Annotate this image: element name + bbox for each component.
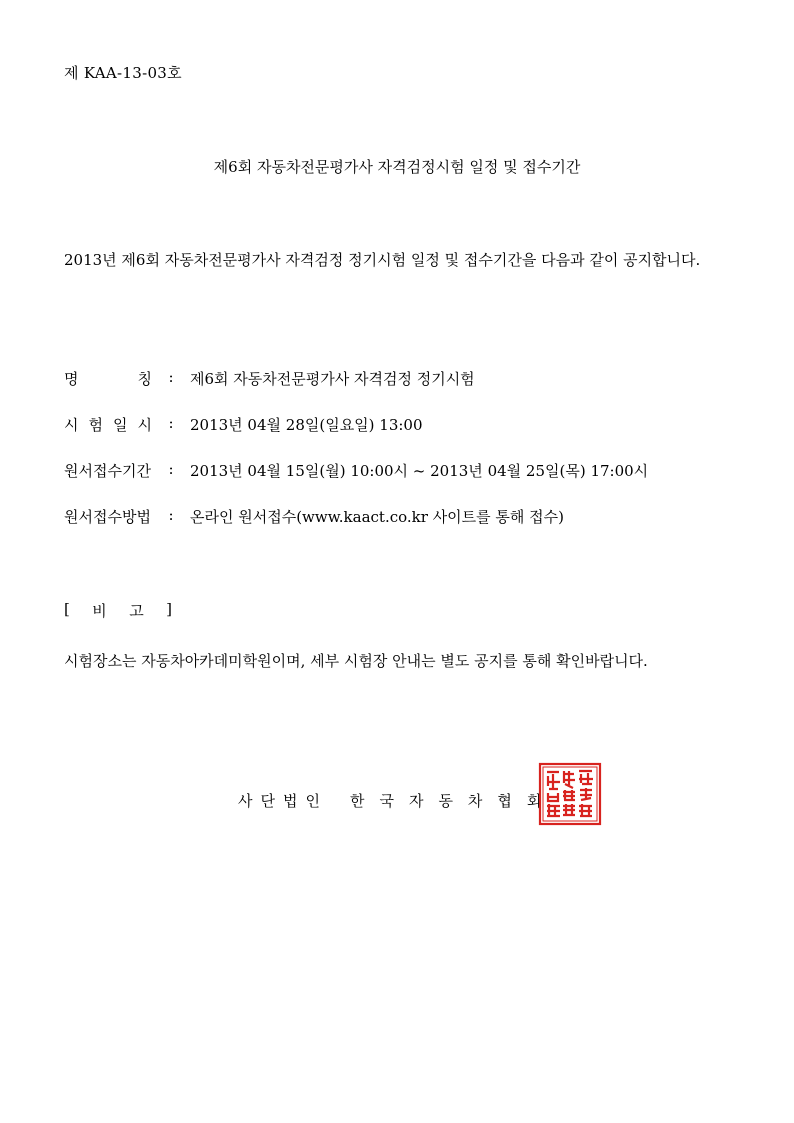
detail-label-text: 원서접수기간 (64, 462, 151, 480)
detail-row-application-method (64, 506, 744, 552)
detail-row-name (64, 368, 744, 414)
remarks-label (64, 600, 172, 621)
detail-label-datetime (64, 414, 152, 435)
document-title: 제6회 자동차전문평가사 자격검정시험 일정 및 접수기간 (213, 158, 581, 176)
detail-label-char: 일 (113, 416, 128, 434)
detail-value-name: 제6회 자동차전문평가사 자격검정 정기시험 (190, 370, 475, 388)
detail-label-char: 칭 (137, 370, 152, 388)
detail-row-application-period (64, 460, 744, 506)
detail-row-datetime (64, 414, 744, 460)
issuer-signature-line (238, 790, 556, 811)
issuer-name: 한국자동차협회 (349, 792, 557, 810)
detail-label-name (64, 368, 152, 389)
intro-paragraph: 2013년 제6회 자동차전문평가사 자격검정 정기시험 일정 및 접수기간을 다음과 같이 공지합니다. (64, 251, 701, 269)
detail-value-datetime: 2013년 04월 28일(일요일) 13:00 (190, 416, 423, 434)
issuer-type: 사단법인 (238, 792, 328, 810)
detail-label-char: 시 (64, 416, 79, 434)
remarks-label-char: 비 (92, 602, 107, 620)
detail-label-char: 명 (64, 370, 79, 388)
detail-colon: : (168, 460, 174, 478)
detail-label-char: 시 (137, 416, 152, 434)
detail-colon: : (168, 506, 174, 524)
remarks-text: 시험장소는 자동차아카데미학원이며, 세부 시험장 안내는 별도 공지를 통해 확인바랍니다. (64, 652, 648, 670)
official-seal-stamp (538, 762, 602, 826)
detail-colon: : (168, 414, 174, 432)
detail-label-application-period (64, 460, 152, 481)
detail-label-text: 원서접수방법 (64, 508, 151, 526)
detail-label-char: 험 (88, 416, 103, 434)
remarks-open-bracket: [ (64, 600, 70, 618)
document-number: 제 KAA-13-03호 (64, 64, 182, 82)
detail-value-application-period: 2013년 04월 15일(월) 10:00시 ~ 2013년 04월 25일(목) 17:00시 (190, 462, 649, 480)
detail-label-application-method (64, 506, 152, 527)
remarks-label-char: 고 (129, 602, 144, 620)
details-list (64, 368, 744, 552)
remarks-close-bracket: ] (166, 600, 172, 618)
detail-colon: : (168, 368, 174, 386)
detail-value-application-method: 온라인 원서접수(www.kaact.co.kr 사이트를 통해 접수) (190, 508, 565, 526)
